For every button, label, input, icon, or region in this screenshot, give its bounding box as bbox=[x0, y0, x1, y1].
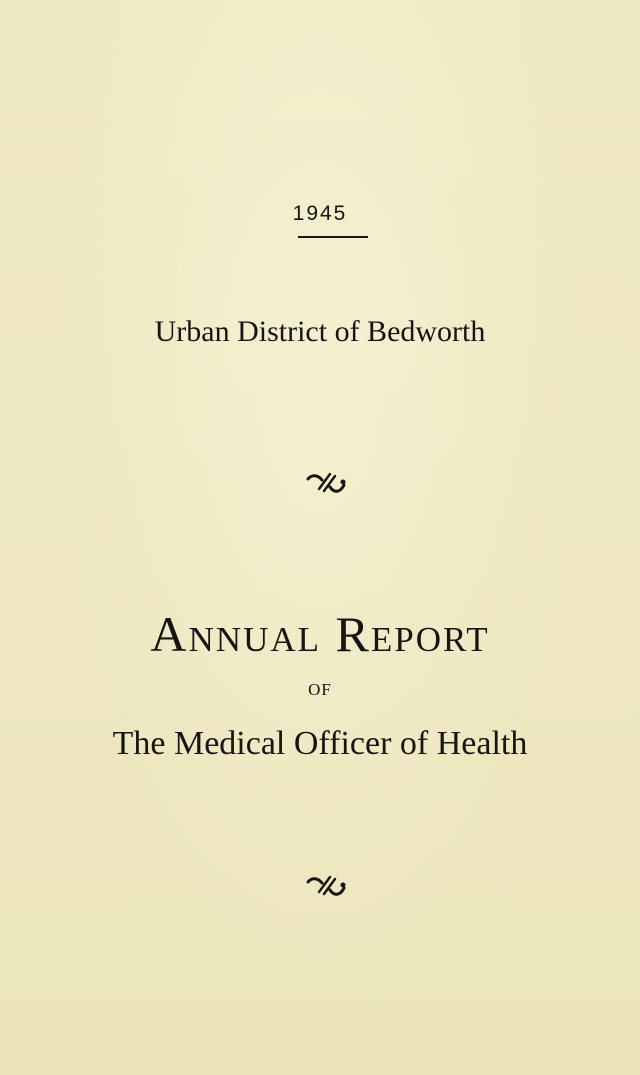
report-title: Annual Report bbox=[150, 606, 490, 662]
district-name: Urban District of Bedworth bbox=[154, 315, 486, 348]
report-subtitle: The Medical Officer of Health bbox=[112, 725, 528, 762]
year-underline bbox=[298, 236, 368, 238]
swash-ornament-icon bbox=[306, 469, 346, 497]
swash-ornament-icon bbox=[306, 872, 346, 900]
report-year: 1945 bbox=[292, 202, 348, 225]
of-connector: OF bbox=[308, 680, 332, 699]
